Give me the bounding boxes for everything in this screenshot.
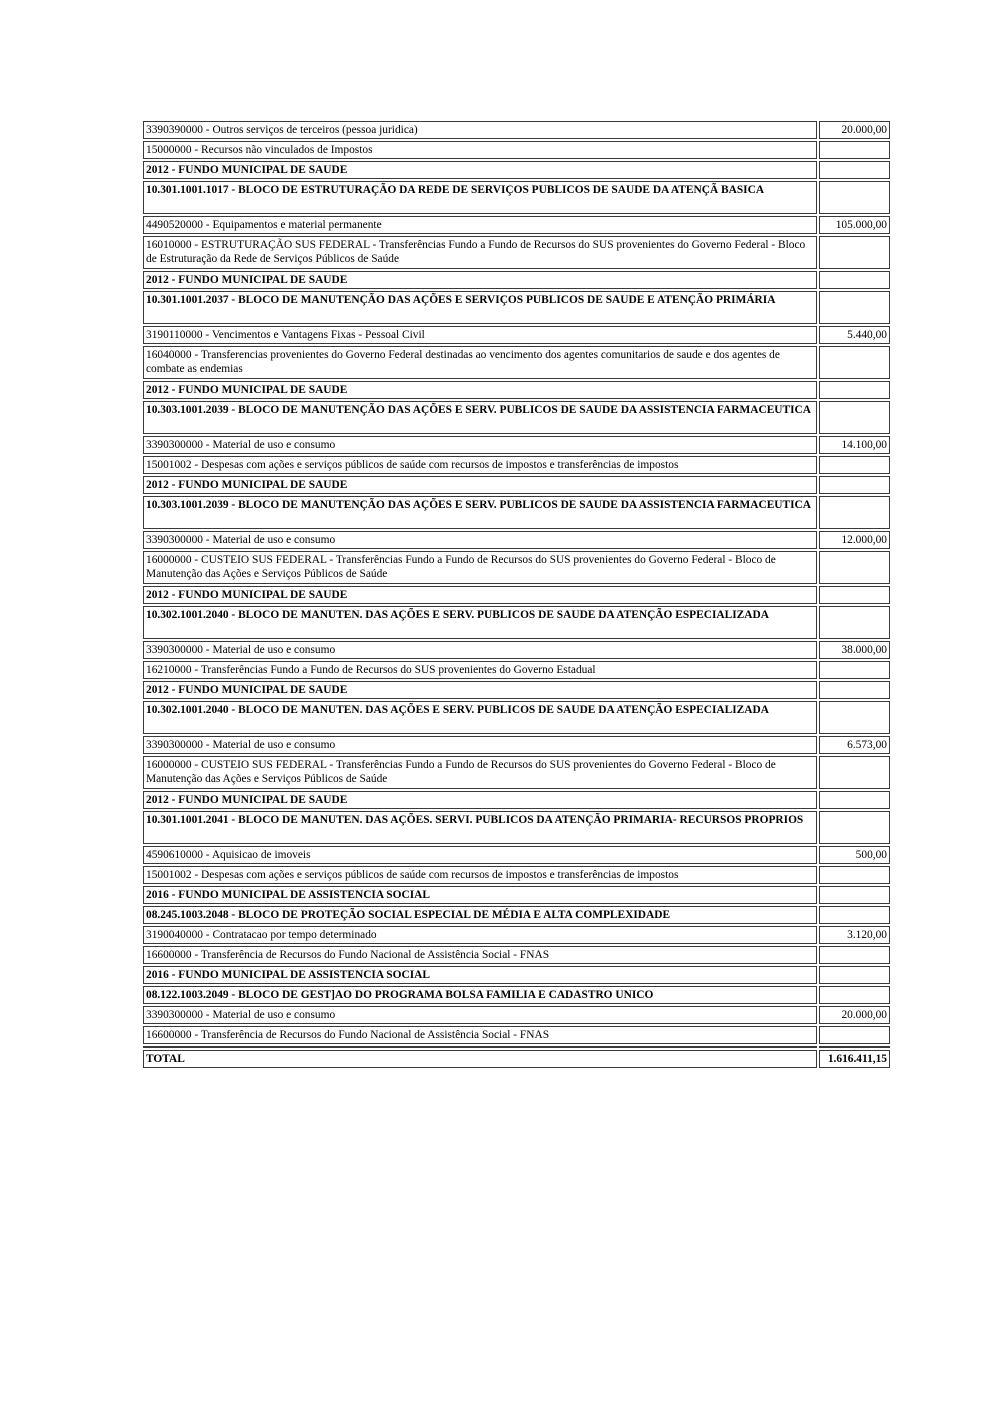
table-row	[143, 926, 890, 944]
row-description: 16000000 - CUSTEIO SUS FEDERAL - Transferências Fundo a Fundo de Recursos do SUS provenientes do Governo Federal - Bloco de Manutenção das Ações e Serviços Públicos de Saúde	[143, 756, 817, 789]
section-heading-row	[143, 586, 890, 604]
row-description: 3390300000 - Material de uso e consumo	[143, 531, 817, 549]
row-description: 10.303.1001.2039 - BLOCO DE MANUTENÇÃO DAS AÇÕES E SERV. PUBLICOS DE SAUDE DA ASSISTENCIA FARMACEUTICA	[143, 496, 817, 529]
row-description: 3390300000 - Material de uso e consumo	[143, 1006, 817, 1024]
table-row	[143, 736, 890, 754]
row-value: 20.000,00	[819, 1006, 890, 1024]
row-description: 3390300000 - Material de uso e consumo	[143, 641, 817, 659]
row-description: 2016 - FUNDO MUNICIPAL DE ASSISTENCIA SOCIAL	[143, 886, 817, 904]
row-value	[819, 291, 890, 324]
table-row	[143, 1026, 890, 1044]
row-value	[819, 456, 890, 474]
row-value	[819, 401, 890, 434]
row-value: 3.120,00	[819, 926, 890, 944]
separator-cell	[143, 1046, 817, 1048]
section-heading-row	[143, 966, 890, 984]
row-value	[819, 681, 890, 699]
row-value	[819, 906, 890, 924]
section-heading-row	[143, 681, 890, 699]
table-row	[143, 346, 890, 379]
table-row	[143, 846, 890, 864]
budget-table	[141, 119, 892, 1070]
row-value	[819, 811, 890, 844]
row-description: 15000000 - Recursos não vinculados de Impostos	[143, 141, 817, 159]
row-value: 38.000,00	[819, 641, 890, 659]
section-heading-row	[143, 181, 890, 214]
table-row	[143, 946, 890, 964]
row-description: 2016 - FUNDO MUNICIPAL DE ASSISTENCIA SOCIAL	[143, 966, 817, 984]
row-value: 14.100,00	[819, 436, 890, 454]
row-description: 4590610000 - Aquisicao de imoveis	[143, 846, 817, 864]
row-value	[819, 701, 890, 734]
row-value	[819, 946, 890, 964]
section-heading-row	[143, 886, 890, 904]
row-description: 16000000 - CUSTEIO SUS FEDERAL - Transferências Fundo a Fundo de Recursos do SUS provenientes do Governo Federal - Bloco de Manutenção das Ações e Serviços Públicos de Saúde	[143, 551, 817, 584]
row-description: 3390300000 - Material de uso e consumo	[143, 436, 817, 454]
row-value	[819, 346, 890, 379]
row-description: 16010000 - ESTRUTURAÇÃO SUS FEDERAL - Transferências Fundo a Fundo de Recursos do SUS provenientes do Governo Federal - Bloco de Estruturação da Rede de Serviços Públicos de Saúde	[143, 236, 817, 269]
row-description: 15001002 - Despesas com ações e serviços públicos de saúde com recursos de impostos e transferências de impostos	[143, 456, 817, 474]
row-description: 2012 - FUNDO MUNICIPAL DE SAUDE	[143, 271, 817, 289]
row-value	[819, 866, 890, 884]
table-row	[143, 641, 890, 659]
section-heading-row	[143, 701, 890, 734]
section-heading-row	[143, 291, 890, 324]
row-value	[819, 381, 890, 399]
section-heading-row	[143, 606, 890, 639]
table-row	[143, 661, 890, 679]
row-value	[819, 141, 890, 159]
row-value	[819, 161, 890, 179]
row-description: 16210000 - Transferências Fundo a Fundo de Recursos do SUS provenientes do Governo Estadual	[143, 661, 817, 679]
section-heading-row	[143, 791, 890, 809]
row-value: 5.440,00	[819, 326, 890, 344]
row-description: 10.301.1001.2041 - BLOCO DE MANUTEN. DAS AÇÕES. SERVI. PUBLICOS DA ATENÇÃO PRIMARIA- RECURSOS PROPRIOS	[143, 811, 817, 844]
row-value	[819, 586, 890, 604]
row-value	[819, 986, 890, 1004]
row-description: 2012 - FUNDO MUNICIPAL DE SAUDE	[143, 161, 817, 179]
row-description: 08.245.1003.2048 - BLOCO DE PROTEÇÃO SOCIAL ESPECIAL DE MÉDIA E ALTA COMPLEXIDADE	[143, 906, 817, 924]
row-description: 3390300000 - Material de uso e consumo	[143, 736, 817, 754]
row-value	[819, 886, 890, 904]
row-value: 20.000,00	[819, 121, 890, 139]
table-row	[143, 531, 890, 549]
total-label: TOTAL	[143, 1050, 817, 1068]
row-description: 10.301.1001.1017 - BLOCO DE ESTRUTURAÇÃO DA REDE DE SERVIÇOS PUBLICOS DE SAUDE DA ATENÇÃ BASICA	[143, 181, 817, 214]
table-row	[143, 456, 890, 474]
total-row	[143, 1050, 890, 1068]
row-value	[819, 966, 890, 984]
row-value	[819, 791, 890, 809]
section-heading-row	[143, 401, 890, 434]
table-row	[143, 436, 890, 454]
row-value: 12.000,00	[819, 531, 890, 549]
total-separator	[143, 1046, 890, 1048]
section-heading-row	[143, 986, 890, 1004]
total-value: 1.616.411,15	[819, 1050, 890, 1068]
row-description: 3190110000 - Vencimentos e Vantagens Fixas - Pessoal Civil	[143, 326, 817, 344]
section-heading-row	[143, 161, 890, 179]
table-row	[143, 756, 890, 789]
budget-table-body	[143, 121, 890, 1068]
row-value: 105.000,00	[819, 216, 890, 234]
row-description: 2012 - FUNDO MUNICIPAL DE SAUDE	[143, 586, 817, 604]
table-row	[143, 141, 890, 159]
section-heading-row	[143, 496, 890, 529]
section-heading-row	[143, 811, 890, 844]
table-row	[143, 216, 890, 234]
table-row	[143, 326, 890, 344]
row-value: 6.573,00	[819, 736, 890, 754]
separator-cell	[819, 1046, 890, 1048]
row-description: 3190040000 - Contratacao por tempo determinado	[143, 926, 817, 944]
table-row	[143, 1006, 890, 1024]
table-row	[143, 866, 890, 884]
row-description: 2012 - FUNDO MUNICIPAL DE SAUDE	[143, 381, 817, 399]
row-value	[819, 551, 890, 584]
table-row	[143, 551, 890, 584]
row-description: 16600000 - Transferência de Recursos do Fundo Nacional de Assistência Social - FNAS	[143, 946, 817, 964]
row-description: 3390390000 - Outros serviços de terceiros (pessoa juridica)	[143, 121, 817, 139]
row-description: 2012 - FUNDO MUNICIPAL DE SAUDE	[143, 791, 817, 809]
table-row	[143, 121, 890, 139]
row-description: 4490520000 - Equipamentos e material permanente	[143, 216, 817, 234]
row-description: 2012 - FUNDO MUNICIPAL DE SAUDE	[143, 681, 817, 699]
section-heading-row	[143, 906, 890, 924]
row-description: 10.301.1001.2037 - BLOCO DE MANUTENÇÃO DAS AÇÕES E SERVIÇOS PUBLICOS DE SAUDE E ATENÇÃO PRIMÁRIA	[143, 291, 817, 324]
section-heading-row	[143, 381, 890, 399]
row-value	[819, 271, 890, 289]
row-description: 15001002 - Despesas com ações e serviços públicos de saúde com recursos de impostos e transferências de impostos	[143, 866, 817, 884]
row-value	[819, 476, 890, 494]
row-value	[819, 496, 890, 529]
row-value	[819, 606, 890, 639]
section-heading-row	[143, 271, 890, 289]
row-value	[819, 181, 890, 214]
table-row	[143, 236, 890, 269]
row-description: 10.302.1001.2040 - BLOCO DE MANUTEN. DAS AÇÕES E SERV. PUBLICOS DE SAUDE DA ATENÇÃO ESPECIALIZADA	[143, 701, 817, 734]
row-description: 10.302.1001.2040 - BLOCO DE MANUTEN. DAS AÇÕES E SERV. PUBLICOS DE SAUDE DA ATENÇÃO ESPECIALIZADA	[143, 606, 817, 639]
row-description: 08.122.1003.2049 - BLOCO DE GEST]AO DO PROGRAMA BOLSA FAMILIA E CADASTRO UNICO	[143, 986, 817, 1004]
row-value	[819, 661, 890, 679]
row-value	[819, 236, 890, 269]
row-value	[819, 1026, 890, 1044]
row-description: 16600000 - Transferência de Recursos do Fundo Nacional de Assistência Social - FNAS	[143, 1026, 817, 1044]
row-description: 16040000 - Transferencias provenientes do Governo Federal destinadas ao vencimento dos agentes comunitarios de saude e dos agentes de combate as endemias	[143, 346, 817, 379]
row-value: 500,00	[819, 846, 890, 864]
row-description: 2012 - FUNDO MUNICIPAL DE SAUDE	[143, 476, 817, 494]
row-description: 10.303.1001.2039 - BLOCO DE MANUTENÇÃO DAS AÇÕES E SERV. PUBLICOS DE SAUDE DA ASSISTENCIA FARMACEUTICA	[143, 401, 817, 434]
section-heading-row	[143, 476, 890, 494]
row-value	[819, 756, 890, 789]
